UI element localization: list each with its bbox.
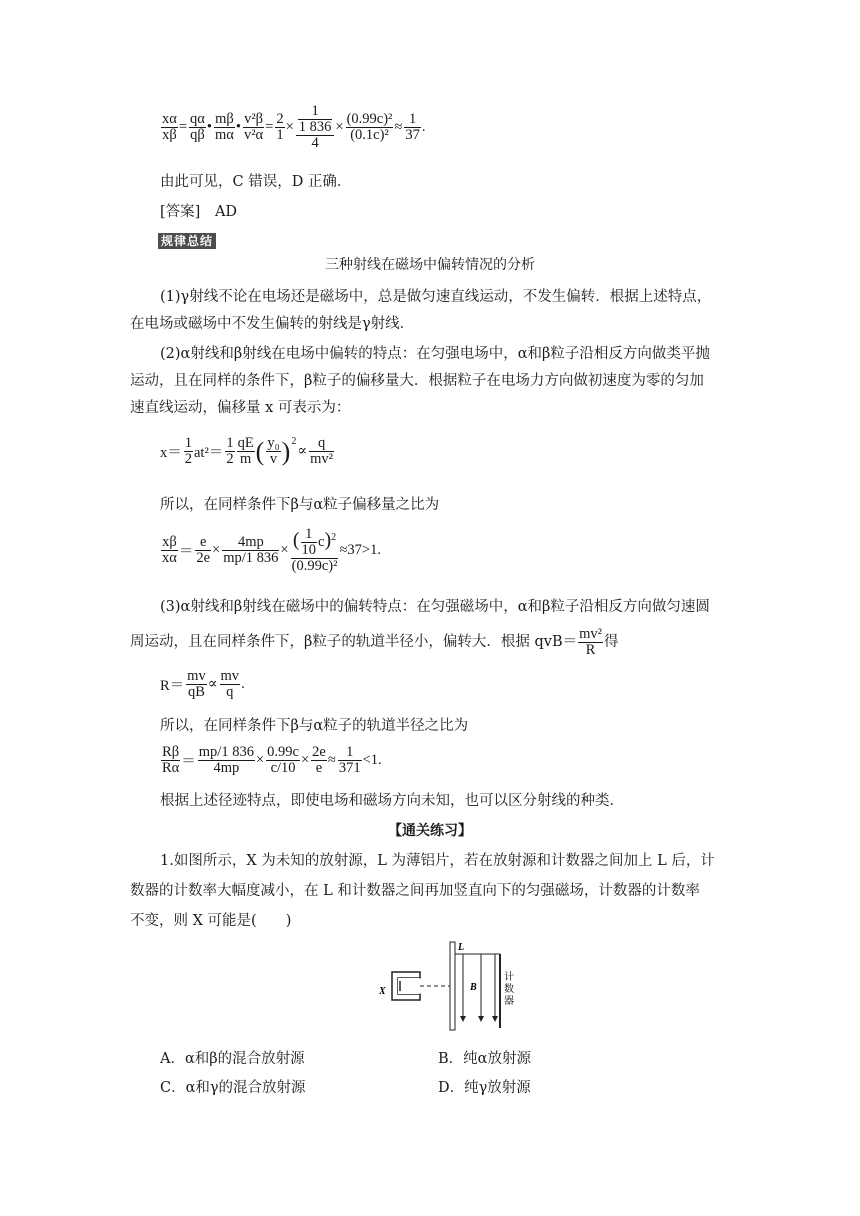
option-b[interactable]: B．纯α放射源: [438, 1051, 531, 1067]
aluminum-plate: [450, 942, 455, 1030]
paragraph-5: 所以，在同样条件下β与α粒子的轨道半径之比为: [160, 718, 469, 734]
figure-svg: [378, 936, 528, 1036]
field-arrow: [478, 1016, 484, 1022]
conclusion-text: 由此可见，C 错误，D 正确．: [160, 174, 352, 190]
question-1: 1.如图所示，X 为未知的放射源，L 为薄铝片，若在放射源和计数器之间加上 L 后，计 数器的计数率大幅度减小，在 L 和计数器之间再加竖直向下的匀强磁场，计数器的计数率 不变，则 X 可能是( ): [130, 853, 715, 929]
option-d[interactable]: D．纯γ放射源: [438, 1080, 531, 1096]
fraction: $\frac{1}{37}$: [405, 111, 420, 143]
displacement-equation: x＝ $\frac{1}{2}$ at²＝ $\frac{1}{2}$ $\frac{qE}{m}$ ( $\frac{\text{y₀}}{v}$ ) 2 ∝ $\frac{q}{\text{mv²}}$: [160, 435, 334, 467]
fraction: $\frac{x\alpha}{x\beta}$: [162, 111, 177, 143]
field-arrow: [460, 1016, 466, 1022]
paragraph-2: (2)α射线和β射线在电场中偏转的特点：在匀强电场中，α和β粒子沿相反方向做类平抛 运动，且在同样的条件下，β粒子的偏移量大．根据粒子在电场力方向做初速度为零的匀加 速直线运动，偏移量 x 可表示为：: [130, 346, 710, 416]
radius-equation: R＝ $\frac{mv}{qB}$ ∝ $\frac{mv}{q}$ .: [160, 668, 245, 700]
fraction: $\frac{\text{v²β}}{\text{v²α}}$: [243, 111, 264, 143]
fraction: $\frac{m\beta}{m\alpha}$: [214, 111, 234, 143]
field-arrow: [492, 1016, 498, 1022]
summary-badge: 规律总结: [158, 230, 216, 249]
counter-char: 计: [504, 972, 514, 983]
experiment-figure: [378, 936, 528, 1036]
answer-value: AD: [214, 204, 238, 220]
counter-char: 数: [504, 984, 514, 995]
fraction: $\frac{q\alpha}{q\beta}$: [190, 111, 205, 143]
paragraph-6: 根据上述径迹特点，即使电场和磁场方向未知，也可以区分射线的种类．: [160, 793, 624, 809]
fraction: $\frac{\text{(0.99c)²}}{\text{(0.1c)²}}$: [346, 111, 393, 143]
practice-title: 【通关练习】: [388, 823, 472, 839]
radius-ratio-equation: $\frac{R\beta}{R\alpha}$ ＝ $\frac{mp/1 836}{4mp}$ × $\frac{0.99c}{c/10}$ × $\frac{2e}{e}$ ≈ $\frac{1}{371}$ <1.: [162, 744, 382, 776]
top-equation: $\frac{x\alpha}{x\beta}$ = $\frac{q\alpha}{q\beta}$ • $\frac{m\beta}{m\alpha}$ • $\frac{\text{v²β}}{\text{v²α}}$ = $\frac{2}{1}$ × $\frac{\frac{1}{1 836}}{4}$ × $\frac{\text{(0.99c)²}}{\text{(0.1c)²}}$ ≈ $\frac{1}{37}$ .: [162, 103, 426, 151]
compound-fraction: $\frac{\frac{1}{1 836}}{4}$: [296, 104, 335, 151]
paragraph-1: (1)γ射线不论在电场还是磁场中，总是做匀速直线运动，不发生偏转．根据上述特点， 在电场或磁场中不发生偏转的射线是γ射线．: [130, 289, 712, 332]
option-a[interactable]: A．α和β的混合放射源: [160, 1051, 305, 1067]
x-label: X: [379, 986, 386, 997]
b-label: B: [470, 982, 477, 993]
l-label: L: [458, 942, 465, 953]
fraction: $\frac{2}{1}$: [276, 111, 284, 143]
paragraph-3: 所以，在同样条件下β与α粒子偏移量之比为: [160, 497, 440, 513]
answer-label: [答案]: [160, 204, 201, 220]
answer-line: [160, 199, 237, 226]
paragraph-4: (3)α射线和β射线在磁场中的偏转特点：在匀强磁场中，α和β粒子沿相反方向做匀速圆 周运动，且在同样条件下，β粒子的轨道半径小，偏转大．根据 qvB＝ $\frac{\text{mv²}}{R}$ 得: [130, 599, 710, 658]
offset-ratio-equation: $\frac{x\beta}{x\alpha}$ ＝ $\frac{e}{2e}$ × $\frac{4mp}{mp/1 836}$ × ( $\frac{1}{10}$ c)$^2$ (0.99c)² ≈37>1.: [162, 526, 381, 575]
counter-char: 器: [504, 996, 514, 1007]
option-c[interactable]: C．α和γ的混合放射源: [160, 1080, 306, 1096]
section-title: 三种射线在磁场中偏转情况的分析: [325, 257, 535, 273]
